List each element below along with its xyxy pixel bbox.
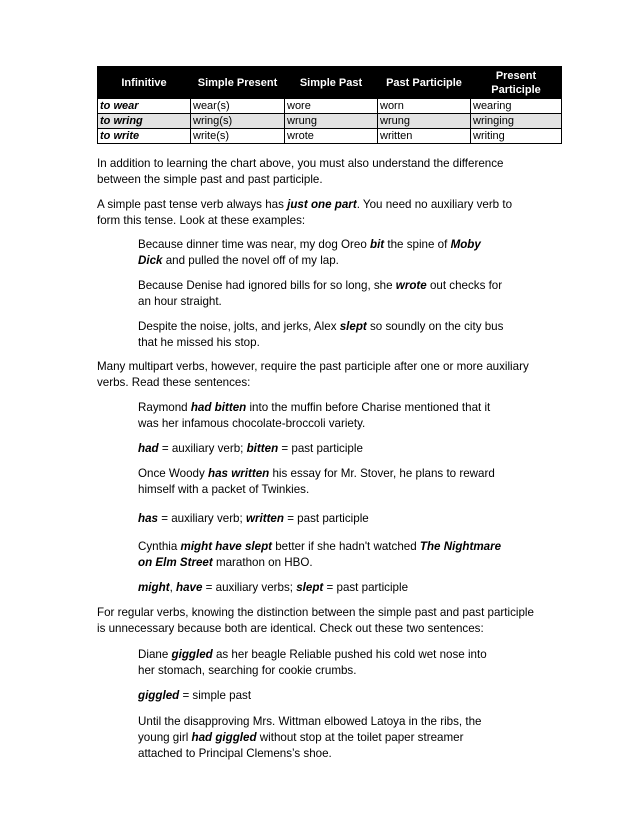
cell-simple-present: wear(s) <box>191 99 285 114</box>
paragraph-intro <box>97 156 547 188</box>
text-line: form this tense. Look at these examples: <box>97 214 306 227</box>
text-run: = simple past <box>179 689 252 702</box>
cell-past-participle: wrung <box>378 114 471 129</box>
text-line: In addition to learning the chart above, you must also understand the difference <box>97 157 504 170</box>
emphasis-text: giggled <box>171 648 213 661</box>
text-line <box>138 580 538 596</box>
text-line <box>97 197 547 213</box>
text-line: attached to Principal Clemens’s shoe. <box>138 747 332 760</box>
text-line <box>138 688 538 704</box>
emphasis-text: just one part <box>287 198 357 211</box>
table-row <box>98 114 562 129</box>
text-line: her stomach, searching for cookie crumbs. <box>138 664 357 677</box>
note-5 <box>138 511 538 527</box>
emphasis-text: on Elm Street <box>138 556 213 569</box>
text-line <box>138 539 538 555</box>
cell-present-participle: wringing <box>471 114 562 129</box>
text-line <box>138 511 538 527</box>
emphasis-text: has written <box>208 467 270 480</box>
emphasis-text: had giggled <box>191 731 257 744</box>
paragraph-simple-past <box>97 197 547 229</box>
cell-simple-present: wring(s) <box>191 114 285 129</box>
example-3 <box>138 319 538 351</box>
text-run: his essay for Mr. Stover, he plans to reward <box>269 467 495 480</box>
emphasis-text: might have slept <box>180 540 273 553</box>
text-run: and pulled the novel off of my lap. <box>162 254 339 267</box>
emphasis-text: bit <box>370 238 385 251</box>
text-run: so soundly on the city bus <box>366 320 504 333</box>
text-run: . You need no auxiliary verb to <box>356 198 513 211</box>
emphasis-text: giggled <box>138 689 180 702</box>
cell-infinitive: to wring <box>98 114 191 129</box>
text-run: out checks for <box>426 279 503 292</box>
text-run: Because Denise had ignored bills for so long, she <box>138 279 396 292</box>
cell-present-participle: writing <box>471 129 562 144</box>
cell-past-participle: written <box>378 129 471 144</box>
text-line: that he missed his stop. <box>138 336 260 349</box>
text-line <box>138 466 538 482</box>
header-simple-past: Simple Past <box>285 67 378 99</box>
text-run: Diane <box>138 648 172 661</box>
text-line <box>138 647 538 663</box>
text-line <box>138 278 538 294</box>
text-run: = auxiliary verb; <box>157 512 246 525</box>
table-row <box>98 129 562 144</box>
text-run: A simple past tense verb always has <box>97 198 288 211</box>
cell-infinitive: to wear <box>98 99 191 114</box>
emphasis-text: The Nightmare <box>419 540 502 553</box>
emphasis-text: had <box>138 442 159 455</box>
header-simple-present: Simple Present <box>191 67 285 99</box>
example-1 <box>138 237 538 269</box>
paragraph-multipart <box>97 359 547 391</box>
text-run: = past participle <box>278 442 363 455</box>
example-6 <box>138 539 538 571</box>
example-5 <box>138 466 538 498</box>
note-7 <box>138 688 538 704</box>
emphasis-text: Moby <box>450 238 481 251</box>
text-line: Many multipart verbs, however, require the past participle after one or more auxiliary <box>97 360 529 373</box>
cell-infinitive: to write <box>98 129 191 144</box>
text-run: marathon on HBO. <box>212 556 313 569</box>
text-run: = auxiliary verb; <box>158 442 247 455</box>
text-run: Despite the noise, jolts, and jerks, Alex <box>138 320 340 333</box>
text-line <box>138 730 538 746</box>
text-run: Raymond <box>138 401 191 414</box>
example-2 <box>138 278 538 310</box>
text-run: = auxiliary verbs; <box>202 581 297 594</box>
emphasis-text: Dick <box>138 254 163 267</box>
text-run: = past participle <box>323 581 409 594</box>
note-4 <box>138 441 538 457</box>
example-7 <box>138 647 538 679</box>
text-line <box>138 441 538 457</box>
cell-simple-present: write(s) <box>191 129 285 144</box>
paragraph-regular-verbs <box>97 605 547 637</box>
example-8 <box>138 714 538 762</box>
text-line: Until the disapproving Mrs. Wittman elbowed Latoya in the ribs, the <box>138 715 482 728</box>
text-run: better if she hadn't watched <box>272 540 420 553</box>
text-line: an hour straight. <box>138 295 222 308</box>
note-6 <box>138 580 538 596</box>
cell-simple-past: wrote <box>285 129 378 144</box>
emphasis-text: written <box>245 512 284 525</box>
text-line: between the simple past and past participle. <box>97 173 323 186</box>
text-run: = past participle <box>283 512 369 525</box>
text-line <box>138 319 538 335</box>
emphasis-text: wrote <box>395 279 427 292</box>
text-line <box>138 253 538 269</box>
text-run: , <box>169 581 177 594</box>
text-line: himself with a packet of Twinkies. <box>138 483 310 496</box>
text-run: into the muffin before Charise mentioned that it <box>246 401 491 414</box>
header-infinitive: Infinitive <box>98 67 191 99</box>
emphasis-text: slept <box>296 581 324 594</box>
text-line: For regular verbs, knowing the distinction between the simple past and past participle <box>97 606 534 619</box>
text-run: as her beagle Reliable pushed his cold wet nose into <box>212 648 487 661</box>
cell-simple-past: wore <box>285 99 378 114</box>
text-line <box>138 237 538 253</box>
text-line <box>138 555 538 571</box>
emphasis-text: had bitten <box>190 401 247 414</box>
text-run: young girl <box>138 731 192 744</box>
emphasis-text: slept <box>339 320 367 333</box>
text-run: Because dinner time was near, my dog Oreo <box>138 238 370 251</box>
text-run: the spine of <box>384 238 451 251</box>
cell-present-participle: wearing <box>471 99 562 114</box>
emphasis-text: might <box>138 581 170 594</box>
emphasis-text: have <box>176 581 203 594</box>
emphasis-text: bitten <box>246 442 279 455</box>
header-past-participle: Past Participle <box>378 67 471 99</box>
text-line: verbs. Read these sentences: <box>97 376 251 389</box>
emphasis-text: has <box>138 512 158 525</box>
text-run: Once Woody <box>138 467 209 480</box>
text-line: was her infamous chocolate-broccoli variety. <box>138 417 366 430</box>
table-row <box>98 99 562 114</box>
table-header-row <box>98 67 562 99</box>
example-4 <box>138 400 538 432</box>
cell-past-participle: worn <box>378 99 471 114</box>
text-line: is unnecessary because both are identical. Check out these two sentences: <box>97 622 484 635</box>
verb-forms-table <box>97 66 562 144</box>
text-run: Cynthia <box>138 540 181 553</box>
header-present-participle: Present Participle <box>471 67 562 99</box>
cell-simple-past: wrung <box>285 114 378 129</box>
text-run: without stop at the toilet paper streamer <box>256 731 464 744</box>
text-line <box>138 400 538 416</box>
